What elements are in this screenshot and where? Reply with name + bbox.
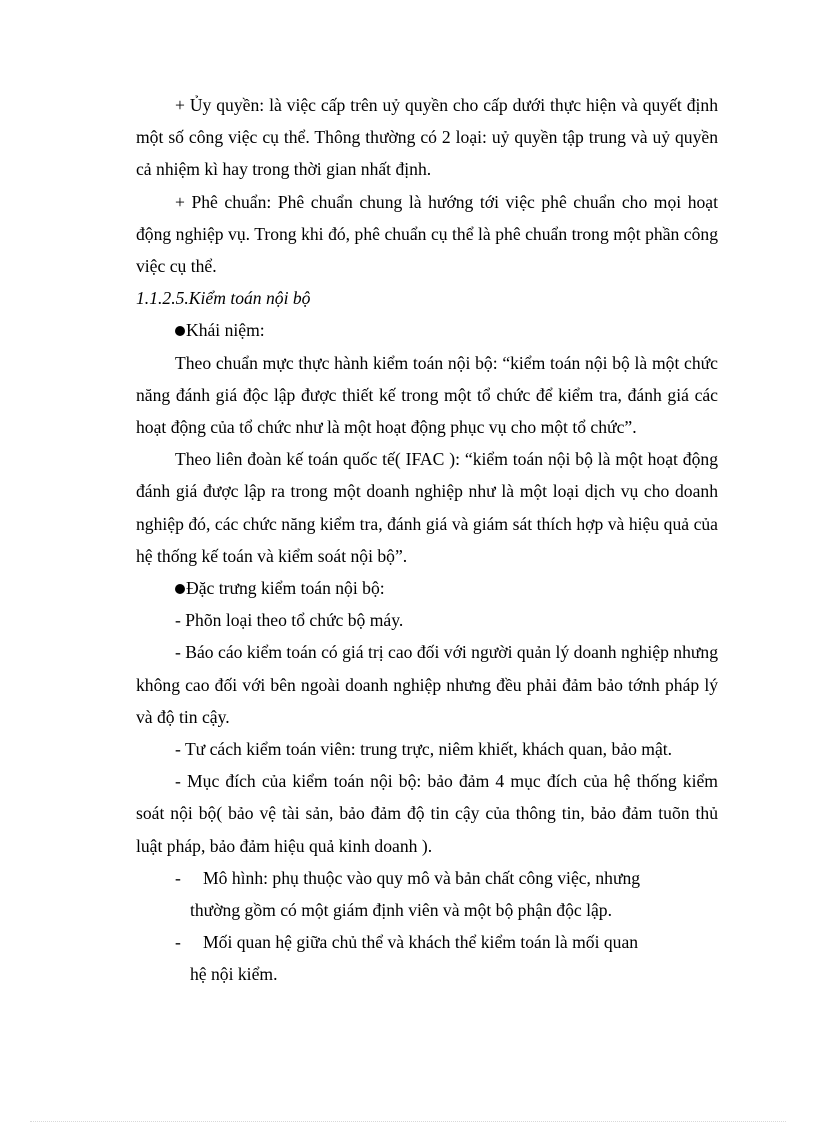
dash-item-purpose: - Mục đích của kiểm toán nội bộ: bảo đảm 4 mục đích của hệ thống kiểm soát nội bộ( bảo vệ tài sản, bảo đảm độ tin cậy của thông tin, bảo đảm tuõn thủ luật pháp, bảo đảm hiệu quả kinh doanh ). [136,771,718,856]
paragraph-authorization: + Ủy quyền: là việc cấp trên uỷ quyền cho cấp dưới thực hiện và quyết định một số công việc cụ thể. Thông thường có 2 loại: uỷ quyền tập trung và uỷ quyền cả nhiệm kì hay trong thời gian nhất định. [136,95,718,180]
dash-item-classification: - Phõn loại theo tổ chức bộ máy. [175,610,404,631]
bullet-icon [175,584,185,594]
paragraph-standard-definition: Theo chuẩn mực thực hành kiểm toán nội bộ: “kiểm toán nội bộ là một chức năng đánh giá độc lập được thiết kế trong một tổ chức để kiểm tra, đánh giá các hoạt động của tổ chức như là một hoạt động phục vụ cho một tổ chức”. [136,352,718,438]
bullet-concept-label: Khái niệm: [186,320,265,341]
dash-marker: - [175,867,181,888]
dash-item-model-line2: thường gồm có một giám định viên và một bộ phận độc lập. [190,900,612,921]
document-body [136,89,718,991]
dash-item-auditor-qualities: - Tư cách kiểm toán viên: trung trực, niêm khiết, khách quan, bảo mật. [175,739,673,760]
dash-item-relationship-line1: Mối quan hệ giữa chủ thể và khách thể kiểm toán là mối quan [203,932,639,953]
bullet-characteristics [136,572,718,604]
dash-item-model-line1: Mô hình: phụ thuộc vào quy mô và bản chất công việc, nhưng [203,867,641,888]
dash-item-relationship-line2: hệ nội kiểm. [190,964,278,985]
bullet-concept [136,314,718,346]
dash-marker: - [175,932,181,953]
dash-item-relationship [136,926,718,990]
dash-item-model [136,862,718,926]
dash-item-report-value: - Báo cáo kiểm toán có giá trị cao đối với người quản lý doanh nghiệp nhưng không cao đối với bên ngoài doanh nghiệp nhưng đều phải đảm bảo tớnh pháp lý và độ tin cậy. [136,642,718,727]
bullet-icon [175,326,185,336]
page-footer-divider [30,1121,786,1122]
section-heading: 1.1.2.5.Kiểm toán nội bộ [136,288,311,309]
paragraph-ifac-definition: Theo liên đoàn kế toán quốc tế( IFAC ): “kiểm toán nội bộ là một hoạt động đánh giá được lập ra trong một doanh nghiệp như là một loại dịch vụ cho doanh nghiệp đó, các chức năng kiểm tra, đánh giá và giám sát thích hợp và hiệu quả của hệ thống kế toán và kiểm soát nội bộ”. [136,449,718,566]
bullet-characteristics-label: Đặc trưng kiểm toán nội bộ: [186,578,385,599]
paragraph-approval: + Phê chuẩn: Phê chuẩn chung là hướng tới việc phê chuẩn cho mọi hoạt động nghiệp vụ. Trong khi đó, phê chuẩn cụ thể là phê chuẩn trong một phần công việc cụ thể. [136,191,718,277]
